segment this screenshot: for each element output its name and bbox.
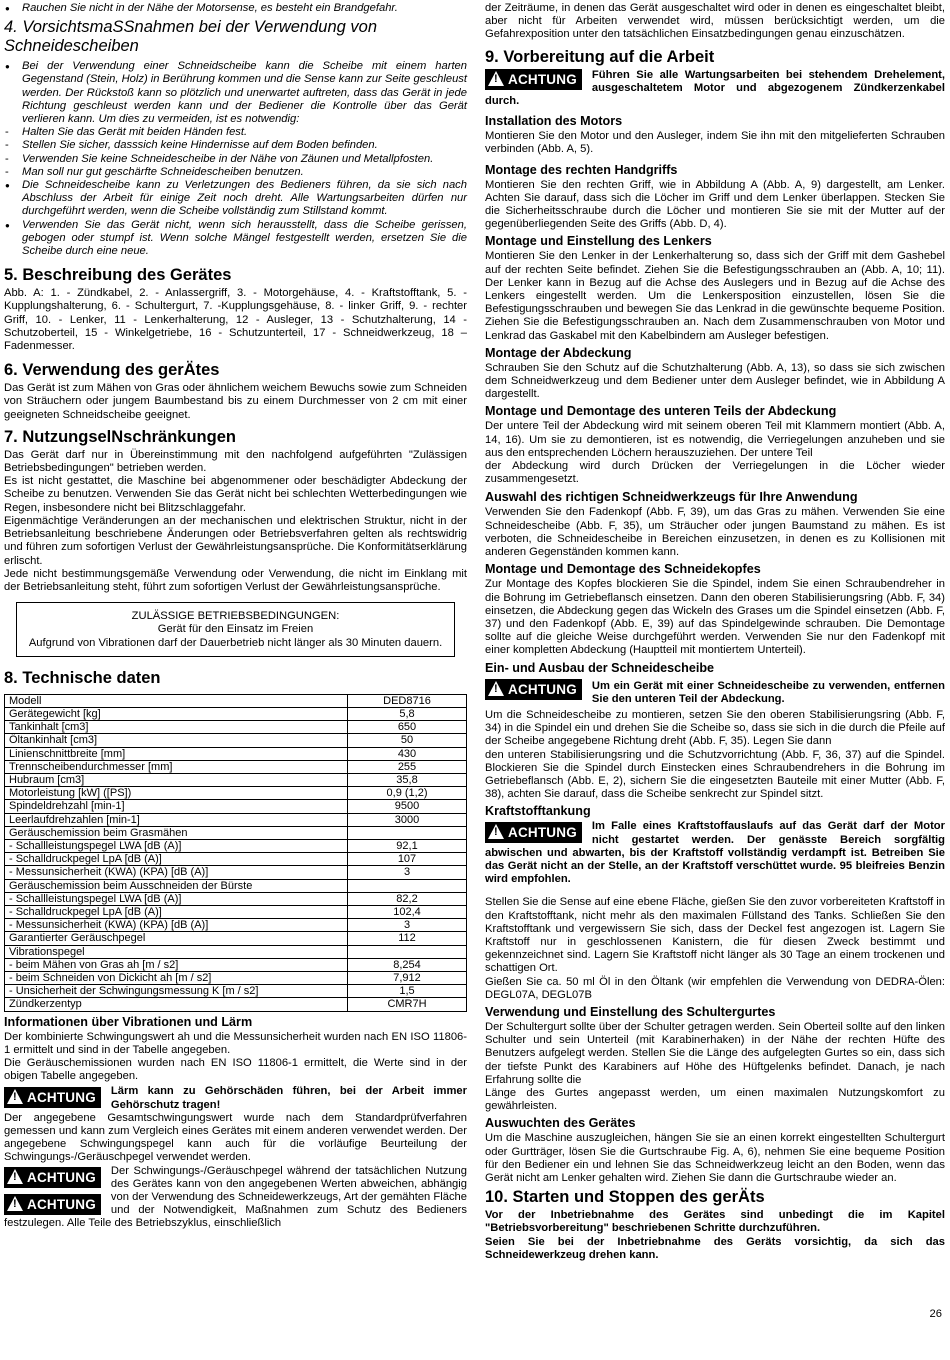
vibration-paragraph-1: Der kombinierte Schwingungswert ah und die Messunsicherheit wurden nach EN ISO 11806-1 ermittelt und sind in der Tabelle angegeben. — [4, 1030, 467, 1056]
table-cell-label: Öltankinhalt [cm3] — [5, 734, 348, 747]
left-column — [4, 2, 467, 1231]
table-cell-value: 107 — [348, 853, 467, 866]
s4-dash-2: - Stellen Sie sicher, dasssich keine Hindernisse auf dem Boden befinden. — [4, 139, 467, 152]
table-cell-label: Zündkerzentyp — [5, 998, 348, 1011]
table-cell-label: Trennscheibendurchmesser [mm] — [5, 760, 348, 773]
table-row — [5, 773, 467, 786]
table-row — [5, 945, 467, 958]
table-row — [5, 958, 467, 971]
section-6-title: 6. Verwendung des gerÄtes — [4, 361, 220, 380]
table-cell-label: Vibrationspegel — [5, 945, 348, 958]
table-cell-label: Hubraum [cm3] — [5, 773, 348, 786]
table-cell-value: 0,9 (1,2) — [348, 787, 467, 800]
warning-badge: !ACHTUNG — [485, 69, 582, 90]
table-cell-label: - Schalldruckpegel LpA [dB (A)] — [5, 853, 348, 866]
table-cell-label: - Schallleistungspegel LWA [dB (A)] — [5, 892, 348, 905]
tank-warning-text: Im Falle eines Kraftstoffauslaufs auf das Gerät darf der Motor nicht gestartet werden. Der genässte Bereich sorgfältig abwischen und abwarten, bis der Kraftstoff vollständig verdampft ist. Betreiben Sie das Gerät nicht an der Stelle, an der Kraftstoff verschüttet wurde. 95 bleifreies Benzin wird empfohlen. — [485, 820, 945, 886]
table-cell-value: 430 — [348, 747, 467, 760]
table-cell-label: Spindeldrehzahl [min-1] — [5, 800, 348, 813]
table-row — [5, 919, 467, 932]
paragraph-schneidekopf: Zur Montage des Kopfes blockieren Sie die Spindel, indem Sie einen Schraubendreher in die Bohrung im Getriebeflansch einsetzen. Dann den oberen Stabilisierungsring (Abb. F, 34) einsetzen, die Abdeckung gegen das Wickeln des Grases um die Spindel einsetzen (Abb. F, 37) und den Fadenkopf (Abb. E, 39) auf das Spindelgewinde schrauben. Die Demontage sollte auf die gleiche Weise durchgeführt werden. Verwenden Sie nur den Fadenkopf mit einer kompletten Abdeckung (Hauptteil mit montiertem Unterteil). — [485, 578, 945, 657]
table-cell-value: 7,912 — [348, 971, 467, 984]
s4-dash-3: - Verwenden Sie keine Schneidescheibe in der Nähe von Zäunen und Metallpfosten. — [4, 153, 467, 166]
intro-bullet: ● Rauchen Sie nicht in der Nähe der Motorsense, es besteht ein Brandgefahr. — [4, 2, 467, 15]
warning-triangle-icon — [488, 71, 504, 86]
section-5-title: 5. Beschreibung des Gerätes — [4, 266, 232, 285]
box-line-3: Aufgrund von Vibrationen darf der Dauerbetrieb nicht länger als 30 Minuten dauern. — [28, 636, 443, 649]
scheibe-warning — [485, 677, 945, 706]
table-cell-value: 5,8 — [348, 707, 467, 720]
table-cell-label: - beim Mähen von Gras ah [m / s2] — [5, 958, 348, 971]
table-cell-value: 3 — [348, 919, 467, 932]
table-row — [5, 905, 467, 918]
section-4-title: 4. VorsichtsmaSSnahmen bei der Verwendung von Schneidescheiben — [4, 18, 377, 56]
page-number: 26 — [929, 1308, 942, 1320]
table-cell-value — [348, 826, 467, 839]
table-cell-value: 1,5 — [348, 985, 467, 998]
warning-triangle-icon — [7, 1089, 23, 1104]
warning-badge: !ACHTUNG — [4, 1167, 101, 1188]
warning-badge: !ACHTUNG — [4, 1194, 101, 1215]
heading-unteren: Montage und Demontage des unteren Teils der Abdeckung — [485, 404, 837, 419]
table-row — [5, 932, 467, 945]
s7-paragraph-3: Eigenmächtige Veränderungen an der mechanischen und elektrischen Struktur, nicht in der Betriebsanleitung beschriebene Änderungen oder Betriebsverfahren gelten als rechtswidrig und führen zum sofortigen Verlust der Gewährleistungsansprüche. Die Konformitätserklärung erlischt. — [4, 514, 467, 567]
warning-badge: !ACHTUNG — [485, 822, 582, 843]
table-cell-label: Modell — [5, 694, 348, 707]
table-cell-label: - Messunsicherheit (KWA) (KPA) [dB (A)] — [5, 919, 348, 932]
paragraph-gurt-1: Der Schultergurt sollte über der Schulter getragen werden. Sein Oberteil sollte auf den linken Schulter und sein Unterteil (mit Karabinerhaken) in der Nähe der rechten Hüfte des Benutzers aufgelegt werden. Stellen Sie die Länge des aufgelegten Gurtes so ein, dass sich der tiefste Punkt des Karabiners auf Höhe des Hüftgelenks befindet. Danach, je nach Erfahrung sollte die — [485, 1020, 945, 1086]
table-row — [5, 694, 467, 707]
table-cell-label: Garantierter Geräuschpegel — [5, 932, 348, 945]
s5-text: Abb. A: 1. - Zündkabel, 2. - Anlassergriff, 3. - Motorgehäuse, 4. - Kraftstofftank, 5. - Kupplungshalterung, 6. - Schultergurt, 7. -Kupplungsgehäuse, 8. - linker Griff, 9. - rechter Griff, 10. - Lenker, 11 - Lenkerhalterung, 12 - Ausleger, 13 - Schutzhalterung, 14 - Schutzoberteil, 15 - Winkelgetriebe, 16 - Schutzunterteil, 17 - Schneidwerkzeug, 18 – Fadenmesser. — [4, 287, 467, 353]
table-row — [5, 787, 467, 800]
table-cell-value — [348, 879, 467, 892]
vibration-warning-2-text: Der Schwingungs-/Geräuschpegel während der tatsächlichen Nutzung des Gerätes kann von den angegebenen Werten abweichen, abhängig von der Verwendung des Schneidewerkzeugs, Art der gemähten Fläche und der Notwendigkeit, Maßnahmen zum Schutz des Bedieners festzulegen. Alle Teile des Betriebszyklus, einschließlich — [4, 1164, 467, 1230]
section-10-title: 10. Starten und Stoppen des gerÄts — [485, 1188, 765, 1207]
right-column — [485, 2, 945, 1262]
table-row — [5, 747, 467, 760]
table-row — [5, 721, 467, 734]
scheibe-warning-text: Um ein Gerät mit einer Schneidescheibe zu verwenden, entfernen Sie den unteren Teil der Abdeckung. — [591, 679, 945, 705]
s9-warning — [485, 69, 945, 109]
table-cell-label: - Schalldruckpegel LpA [dB (A)] — [5, 905, 348, 918]
table-row — [5, 839, 467, 852]
warning-badge: !ACHTUNG — [485, 679, 582, 700]
section-8-title: 8. Technische daten — [4, 668, 161, 687]
table-cell-value — [348, 945, 467, 958]
table-row — [5, 853, 467, 866]
paragraph-griff: Montieren Sie den rechten Griff, wie in Abbildung A (Abb. A, 9) dargestellt, am Lenker. Achten Sie darauf, dass sich die Löcher im Griff und dem Lenker überlappen. Stecken Sie die Sicherheitsschraube durch die Löcher und montieren Sie sie mit der Mutter auf der gegenüberliegenden Seite des Griffs (Abb. D, 4). — [485, 178, 945, 231]
paragraph-gurt-2: Länge des Gurtes angepasst werden, um einen maximalen Nutzungskomfort zu gewährleisten. — [485, 1087, 945, 1113]
table-cell-value: 50 — [348, 734, 467, 747]
s9-warning-text: Führen Sie alle Wartungsarbeiten bei stehendem Drehelement, ausgeschaltetem Motor und abgezogenem Zündkerzenkabel durch. — [485, 68, 945, 108]
table-row — [5, 866, 467, 879]
table-cell-value: 102,4 — [348, 905, 467, 918]
table-cell-label: - Schallleistungspegel LWA [dB (A)] — [5, 839, 348, 852]
s7-paragraph-2: Es ist nicht gestattet, die Maschine bei abgenommener oder beschädigter Abdeckung der Scheibe zu benutzen. Verwenden Sie das Gerät nicht bei schlechten Wetterbedingungen wie Regen, insbesondere nicht bei Blitzschlaggefahr. — [4, 475, 467, 514]
paragraph-tank-1: Stellen Sie die Sense auf eine ebene Fläche, gießen Sie den zuvor vorbereiteten Kraftstoff in den Kraftstofftank, nicht mehr als den maximalen Füllstand des Tanks. Schließen Sie den Kraftstofftank und vergewissern Sie sich, dass der Deckel fest angezogen ist. Lagern Sie Kraftstoff nur in geschlossenen Kanistern, die für diesen Zweck bestimmt und gekennzeichnet sind. Lagern Sie Kraftstoff nicht länger als 30 Tage an einem trockenen und schattigen Ort. — [485, 896, 946, 975]
table-row — [5, 971, 467, 984]
vibration-title: Informationen über Vibrationen und Lärm — [4, 1014, 253, 1029]
table-cell-value: 255 — [348, 760, 467, 773]
table-row — [5, 826, 467, 839]
table-cell-label: Tankinhalt [cm3] — [5, 721, 348, 734]
operating-conditions-box — [16, 602, 455, 657]
table-cell-label: Motorleistung [kW] ([PS]) — [5, 787, 348, 800]
table-cell-label: Geräuschemission beim Ausschneiden der Bürste — [5, 879, 348, 892]
table-row — [5, 734, 467, 747]
table-cell-value: 3 — [348, 866, 467, 879]
heading-motor: Installation des Motors — [485, 114, 623, 129]
warning-triangle-icon — [488, 824, 504, 839]
vibration-paragraph-3: Der angegebene Gesamtschwingungswert wurde nach dem Standardprüfverfahren gemessen und kann zum Vergleich eines Gerätes mit einem anderen verwendet werden. Der angegebene Schwingungspegel kann auch für die vorläufige Beurteilung der Schwingungs-/Geräuschpegel verwendet werden. — [4, 1111, 467, 1164]
section-9-title: 9. Vorbereitung auf die Arbeit — [485, 47, 715, 66]
tank-warning — [485, 820, 945, 886]
heading-auswuchten: Auswuchten des Gerätes — [485, 1116, 636, 1131]
box-line-1: ZULÄSSIGE BETRIEBSBEDINGUNGEN: — [131, 610, 340, 623]
section-7-title: 7. NutzungselNschränkungen — [4, 427, 236, 446]
table-row — [5, 879, 467, 892]
table-cell-value: 3000 — [348, 813, 467, 826]
heading-griff: Montage des rechten Handgriffs — [485, 162, 678, 177]
s6-text: Das Gerät ist zum Mähen von Gras oder ähnlichem weichem Bewuchs sowie zum Schneiden von Sträuchern oder jungem Baumbestand bis zu einem Durchmesser von 2 cm mit einer geeigneten Schneidscheibe geeignet. — [4, 382, 467, 421]
table-cell-label: Gerätegewicht [kg] — [5, 707, 348, 720]
table-cell-label: - beim Schneiden von Dickicht ah [m / s2] — [5, 971, 348, 984]
warning-badge: !ACHTUNG — [4, 1087, 101, 1108]
paragraph-scheibe-2: den unteren Stabilisierungsring und die Schutzvorrichtung (Abb. F, 36, 37) auf die Spindel. Blockieren Sie die Spindel durch Einstecken eines Schraubendrehers in die Bohrung im Getriebeflansch (Abb. E, 2), sichern Sie die eingesetzten Bauteile mit einer Mutter (Abb. F, 38), achten Sie darauf, dass die Scheibe senkrecht zur Spindel sitzt. — [485, 748, 945, 801]
paragraph-abdeckung: Schrauben Sie den Schutz auf die Schutzhalterung (Abb. A, 13), so dass sie sich zwischen dem Schneidwerkzeug und dem Bediener unter dem Ausleger befindet, wie in Abbildung A dargestellt. — [485, 361, 945, 401]
table-cell-value: 650 — [348, 721, 467, 734]
s10-paragraph-2: Seien Sie bei der Inbetriebnahme des Geräts vorsichtig, da sich das Schneidewerkzeug drehen kann. — [485, 1235, 945, 1261]
s4-dash-1: - Halten Sie das Gerät mit beiden Händen fest. — [4, 126, 467, 139]
s7-paragraph-1: Das Gerät darf nur in Übereinstimmung mit den nachfolgend aufgeführten "Zulässigen Betriebsbedingungen" betrieben werden. — [4, 448, 467, 475]
table-row — [5, 813, 467, 826]
vibration-paragraph-2: Die Geräuschemissionen wurden nach EN ISO 11806-1 ermittelt, die Werte sind in der obigen Tabelle angegeben. — [4, 1057, 467, 1083]
warning-triangle-icon — [7, 1169, 23, 1184]
vibration-warning-text: Lärm kann zu Gehörschäden führen, bei der Arbeit immer Gehörschutz tragen! — [110, 1085, 467, 1111]
heading-schultergurt: Verwendung und Einstellung des Schultergurtes — [485, 1004, 776, 1019]
table-cell-value: 112 — [348, 932, 467, 945]
table-cell-label: Leerlaufdrehzahlen [min-1] — [5, 813, 348, 826]
vibration-warning — [4, 1085, 467, 1111]
table-row — [5, 707, 467, 720]
table-cell-value: 35,8 — [348, 773, 467, 786]
paragraph-unteren-2: der Abdeckung wird durch Drücken der Verriegelungen in die Löcher wieder zusammengesetzt. — [485, 460, 945, 486]
tech-data-table — [4, 694, 467, 1012]
paragraph-unteren-1: Der untere Teil der Abdeckung wird mit seinem oberen Teil mit Klammern montiert (Abb. A, 14, 16). Um sie zu demontieren, ist es notwendig, die Verriegelungen anzuheben und sie aus den entsprechenden Löchern herauszuziehen. Der untere Teil — [485, 420, 945, 459]
paragraph-auswuchten: Um die Maschine auszugleichen, hängen Sie sie an einen korrekt eingestellten Schultergurt oder Gurtträger, lösen Sie die Gurtschraube Fig. A, 6), nehmen Sie eine bequeme Position für den Bediener ein und lehnen Sie das Schneidwerkzeug leicht an den Boden, wenn das Gerät nicht am Lenker gehalten wird. Ziehen Sie dann die Gurtschraube wieder an. — [485, 1132, 945, 1185]
table-cell-value: CMR7H — [348, 998, 467, 1011]
paragraph-tank-2: Gießen Sie ca. 50 ml Öl in den Öltank (wir empfehlen die Verwendung von DEDRA-Ölen: DEGL07A, DEGL07B — [485, 975, 945, 1001]
s7-paragraph-4: Jede nicht bestimmungsgemäße Verwendung oder Verwendung, die nicht im Einklang mit der Betriebsanleitung steht, führt zum sofortigen Verlust der Gewährleistungsansprüche. — [4, 567, 467, 593]
heading-kraftstofftankung: Kraftstofftankung — [485, 804, 591, 819]
paragraph-lenker: Montieren Sie den Lenker in der Lenkerhalterung so, dass sich der Griff mit dem Gashebel auf der rechten Seite befindet. Ziehen Sie die Befestigungsschrauben an (Abb. A, 10; 11). Der Lenker kann in Bezug auf die Achse des Auslegers und in Bezug auf die Achse des Lenkers eingestellt werden. Um die Lenkersposition einzustellen, lösen Sie die Befestigungsschrauben und bewegen Sie das Lenkrad in die gewünschte bequeme Position. Ziehen Sie die Befestigungsschrauben an. Nach dem Zusammenschrauben von Motor und Lenkrad das Gaskabel mit den Kabelbindern am Ausleger befestigen. — [485, 250, 945, 342]
heading-schneidescheibe: Ein- und Ausbau der Schneidescheibe — [485, 660, 715, 675]
table-row — [5, 760, 467, 773]
table-cell-value: DED8716 — [348, 694, 467, 707]
s4-bullet-1: ● Bei der Verwendung einer Schneidscheibe kann die Scheibe mit einem harten Gegenstand (Stein, Holz) in Berührung kommen und die Sense kann zur Seite geschleust werden. Der Rückstoß kann so plötzlich und unerwartet auftreten, dass das Gerät in jede Richtung geschleust werden kann und der Bediener die Kontrolle über das Gerät verlieren kann. Um dies zu vermeiden, ist es notwendig: — [4, 60, 467, 126]
box-line-2: Gerät für den Einsatz im Freien — [157, 623, 314, 636]
heading-auswahl: Auswahl des richtigen Schneidwerkzeugs für Ihre Anwendung — [485, 490, 858, 505]
table-cell-value: 9500 — [348, 800, 467, 813]
s4-dash-4: - Man soll nur gut geschärfte Schneidescheiben benutzen. — [4, 166, 467, 179]
heading-abdeckung: Montage der Abdeckung — [485, 345, 632, 360]
table-row — [5, 998, 467, 1011]
table-cell-label: Geräuschemission beim Grasmähen — [5, 826, 348, 839]
s10-paragraph-1: Vor der Inbetriebnahme des Gerätes sind unbedingt die im Kapitel "Betriebsvorbereitung" beschriebenen Schritte durchzuführen. — [485, 1209, 945, 1235]
warning-triangle-icon — [7, 1196, 23, 1211]
table-cell-value: 82,2 — [348, 892, 467, 905]
table-row — [5, 985, 467, 998]
table-cell-label: - Unsicherheit der Schwingungsmessung K [m / s2] — [5, 985, 348, 998]
heading-schneidekopf: Montage und Demontage des Schneidekopfes — [485, 562, 761, 577]
heading-lenker: Montage und Einstellung des Lenkers — [485, 234, 712, 249]
paragraph-auswahl: Verwenden Sie den Fadenkopf (Abb. F, 39), um das Gras zu mähen. Verwenden Sie eine Schneidescheibe (Abb. F, 35), um Sträucher oder jungen Baumstand zu mähen. Es ist verboten, die Schneidescheibe in Bereichen einzusetzen, in denen es zu Kollisionen mit anderen Gegenständen kommen kann. — [485, 506, 945, 559]
paragraph-motor: Montieren Sie den Motor und den Ausleger, indem Sie ihn mit den mitgelieferten Schrauben verbinden (Abb. A, 5). — [485, 130, 945, 156]
table-cell-label: Linienschnittbreite [mm] — [5, 747, 348, 760]
warning-triangle-icon — [488, 681, 504, 696]
paragraph-scheibe-1: Um die Schneidescheibe zu montieren, setzen Sie den oberen Stabilisierungsring (Abb. F, 34) in die Spindel ein und drehen Sie die Scheibe so, dass sie sich in die durch die Pfeile auf der Scheibe angegebene Richtung dreht (Abb. F, 35). Legen Sie dann — [485, 708, 945, 748]
continued-paragraph: der Zeiträume, in denen das Gerät ausgeschaltet wird oder in denen es eingeschaltet bleibt, aber nicht für Arbeiten verwendet wird, müssen berücksichtigt werden, um die Gefahrexposition unter den tatsächlichen Einsatzbedingungen genau einzuschätzen. — [485, 2, 945, 41]
table-row — [5, 800, 467, 813]
table-cell-value: 8,254 — [348, 958, 467, 971]
s4-bullet-2: ● Die Schneidescheibe kann zu Verletzungen des Bedieners führen, da sie sich nach Abschluss der Arbeit für einige Zeit noch dreht. Alle Wartungsarbeiten dürfen nur durchgeführt werden, wenn die Scheibe vollständig zum Stillstand kommt. — [4, 179, 467, 219]
s4-bullet-3: ● Verwenden Sie das Gerät nicht, wenn sich herausstellt, dass die Scheibe gerissen, gebogen oder stumpf ist. Wenn solche Mängel festgestellt werden, ersetzen Sie die Scheibe durch eine neue. — [4, 219, 467, 259]
table-cell-value: 92,1 — [348, 839, 467, 852]
vibration-warning-2 — [4, 1165, 467, 1231]
table-row — [5, 892, 467, 905]
table-cell-label: - Messunsicherheit (KWA) (KPA) [dB (A)] — [5, 866, 348, 879]
